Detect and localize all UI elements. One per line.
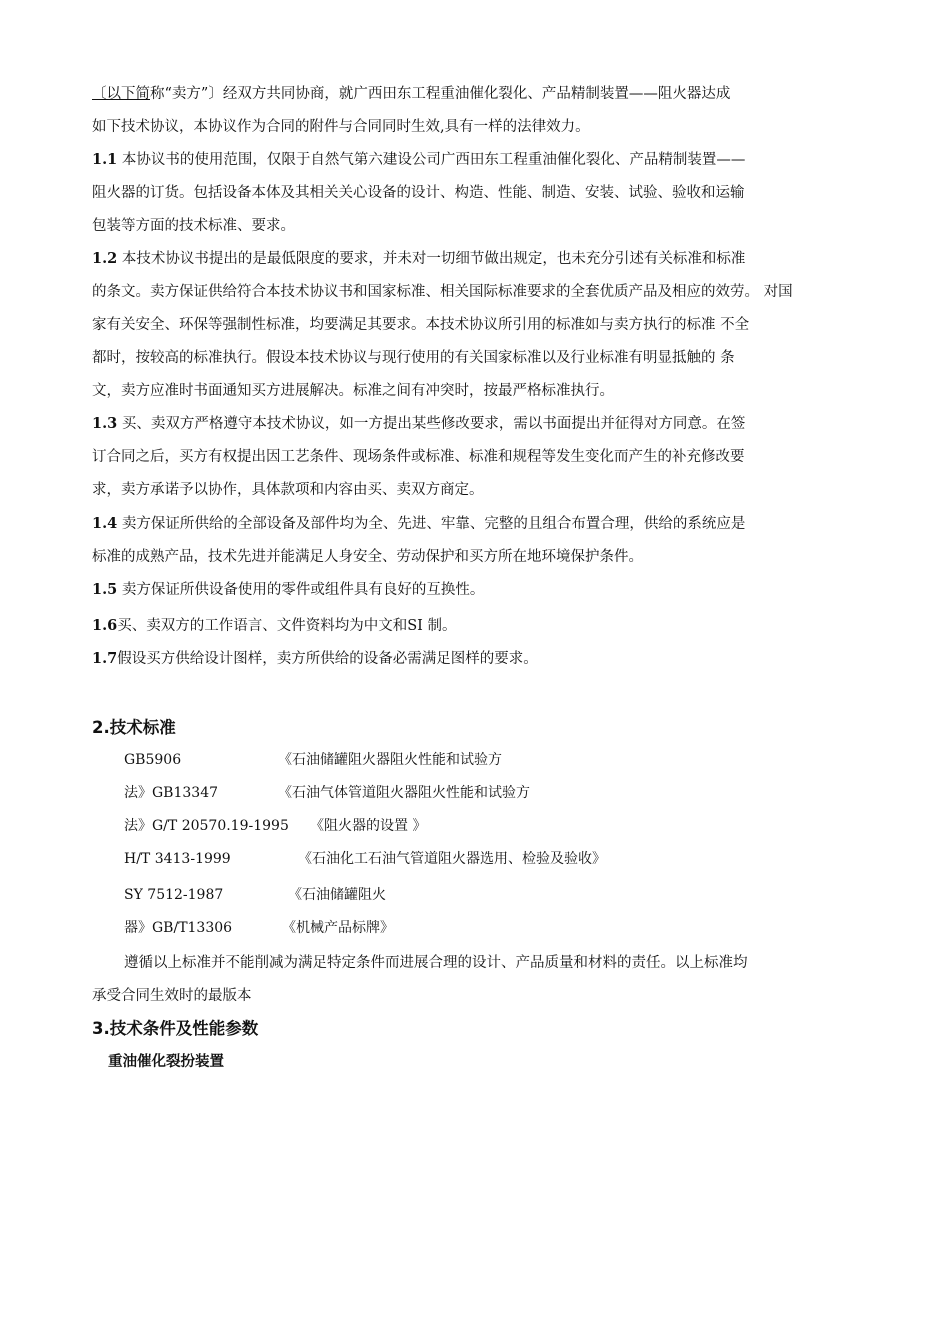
- clause-1-2-line-3: 家有关安全、环保等强制性标准，均要满足其要求。本技术协议所引用的标准如与卖方执行的标准 不全: [92, 317, 750, 333]
- clause-text: 卖方保证所供给的全部设备及部件均为全、先进、牢靠、完整的且组合布置合理，供给的系统应是: [117, 516, 746, 532]
- clause-text: 本技术协议书提出的是最低限度的要求，并未对一切细节做出规定，也未充分引述有关标准和标准: [117, 251, 746, 267]
- standard-code: 器》GB/T13306: [124, 920, 233, 936]
- clause-1-2-line-1: [92, 248, 862, 270]
- clause-1-3-line-2: 订合同之后，买方有权提出因工艺条件、现场条件或标准、标准和规程等发生变化而产生的补充修改要: [92, 449, 745, 465]
- intro-line-1: [92, 83, 862, 105]
- standard-item: [124, 917, 394, 939]
- intro-line-2: 如下技术协议，本协议作为合同的附件与合同同时生效,具有一样的法律效力。: [92, 119, 590, 135]
- section-3-heading: 3.技术条件及性能参数: [92, 1019, 259, 1038]
- intro-line-1-text: 称“卖方”〕经双方共同协商，就广西田东工程重油催化裂化、产品精制装置——阻火器达成: [150, 86, 731, 102]
- standard-title: 《石油储罐阻火: [288, 887, 386, 903]
- clause-number: 1.2: [92, 250, 118, 267]
- standard-code: H/T 3413-1999: [124, 851, 231, 867]
- standard-item: [124, 848, 606, 870]
- standard-title: 《机械产品标牌》: [282, 920, 394, 936]
- standard-item: [124, 749, 502, 771]
- clause-1-2-line-4: 都时，按较高的标准执行。假设本技术协议与现行使用的有关国家标准以及行业标准有明显抵触的 条: [92, 350, 735, 366]
- clause-1-4-line-1: [92, 513, 862, 535]
- intro-underlined-prefix: 〔以下简: [92, 86, 150, 102]
- clause-1-1-line-1: [92, 149, 862, 171]
- standard-title: 《石油储罐阻火器阻火性能和试验方: [278, 752, 502, 768]
- clause-text: 买、卖双方严格遵守本技术协议，如一方提出某些修改要求，需以书面提出并征得对方同意。在签: [117, 416, 746, 432]
- clause-text: 买、卖双方的工作语言、文件资料均为中文和SI 制。: [117, 618, 457, 634]
- section-2-heading: 2.技术标准: [92, 718, 176, 737]
- standard-item: [124, 782, 530, 804]
- standard-item: [124, 884, 386, 906]
- standard-title: 《石油化工石油气管道阻火器选用、检验及验收》: [298, 851, 606, 867]
- clause-number: 1.6: [92, 617, 118, 634]
- standard-code: GB5906: [124, 752, 182, 768]
- clause-1-2-line-5: 文，卖方应准时书面通知买方进展解决。标准之间有冲突时，按最严格标准执行。: [92, 383, 614, 399]
- clause-1-2-line-2: 的条文。卖方保证供给符合本技术协议书和国家标准、相关国际标准要求的全套优质产品及相应的效劳。 对国: [92, 284, 793, 300]
- standards-note-line-2: 承受合同生效时的最版本: [92, 988, 252, 1004]
- clause-text: 本协议书的使用范围，仅限于自然气第六建设公司广西田东工程重油催化裂化、产品精制装置——: [117, 152, 746, 168]
- clause-text: 假设买方供给设计图样，卖方所供给的设备必需满足图样的要求。: [117, 651, 538, 667]
- clause-1-5-line-1: [92, 579, 862, 601]
- clause-number: 1.1: [92, 151, 118, 168]
- clause-1-7-line-1: [92, 648, 862, 670]
- section-3-subheading: 重油催化裂扮装置: [108, 1054, 224, 1070]
- standard-item: [124, 815, 427, 837]
- clause-1-3-line-1: [92, 413, 862, 435]
- clause-1-1-line-3: 包装等方面的技术标准、要求。: [92, 218, 295, 234]
- standard-code: 法》GB13347: [124, 785, 219, 801]
- clause-1-3-line-3: 求，卖方承诺予以协作，具体款项和内容由买、卖双方商定。: [92, 482, 484, 498]
- clause-number: 1.7: [92, 650, 118, 667]
- clause-text: 卖方保证所供设备使用的零件或组件具有良好的互换性。: [117, 582, 485, 598]
- clause-number: 1.4: [92, 515, 118, 532]
- standard-code: SY 7512-1987: [124, 887, 224, 903]
- standard-title: 《阻火器的设置 》: [310, 818, 427, 834]
- clause-number: 1.3: [92, 415, 118, 432]
- standards-note-line-1: 遵循以上标准并不能削减为满足特定条件而进展合理的设计、产品质量和材料的责任。以上标准均: [124, 955, 748, 971]
- clause-1-1-line-2: 阻火器的订货。包括设备本体及其相关关心设备的设计、构造、性能、制造、安装、试验、验收和运输: [92, 185, 745, 201]
- standard-title: 《石油气体管道阻火器阻火性能和试验方: [278, 785, 530, 801]
- clause-1-6-line-1: [92, 615, 862, 637]
- clause-number: 1.5: [92, 581, 118, 598]
- clause-1-4-line-2: 标准的成熟产品，技术先进并能满足人身安全、劳动保护和买方所在地环境保护条件。: [92, 549, 643, 565]
- standard-code: 法》G/T 20570.19-1995: [124, 818, 289, 834]
